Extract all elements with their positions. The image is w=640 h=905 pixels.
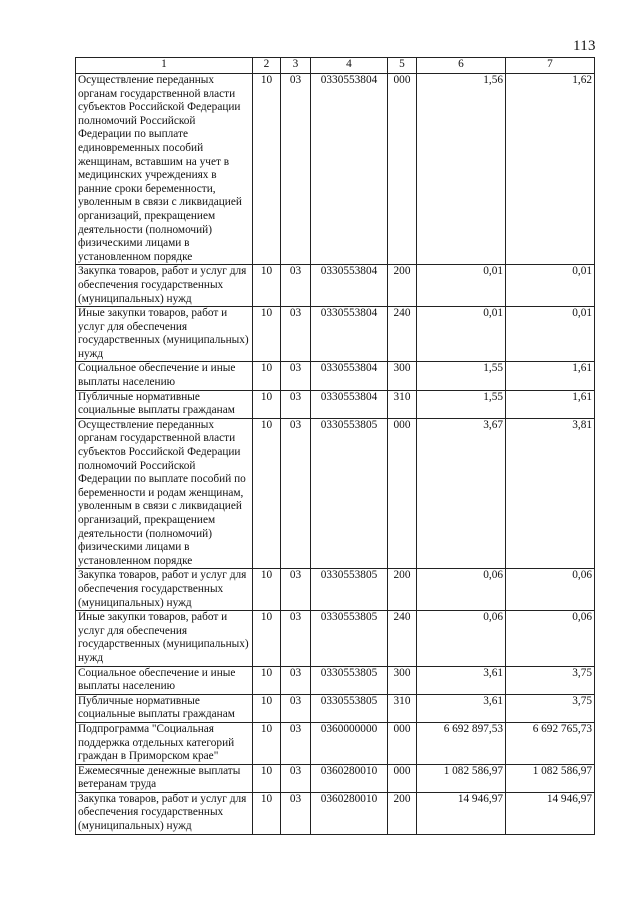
- amount-year-1-cell: 14 946,97: [417, 792, 506, 834]
- subsection-code-cell: 03: [281, 722, 311, 764]
- table-row: [76, 694, 595, 722]
- subsection-code-cell: 03: [281, 666, 311, 694]
- subsection-code-cell: 03: [281, 569, 311, 611]
- table-row: [76, 307, 595, 362]
- amount-year-2-cell: 3,75: [506, 694, 595, 722]
- target-article-code-cell: 0330553804: [311, 390, 388, 418]
- budget-table: [75, 57, 595, 835]
- subsection-code-cell: 03: [281, 418, 311, 569]
- subsection-code-cell: 03: [281, 611, 311, 666]
- amount-year-1-cell: 3,61: [417, 694, 506, 722]
- subsection-code-cell: 03: [281, 792, 311, 834]
- expense-type-code-cell: 000: [388, 74, 417, 265]
- column-header: 6: [417, 58, 506, 74]
- section-code-cell: 10: [253, 569, 281, 611]
- section-code-cell: 10: [253, 792, 281, 834]
- expense-type-code-cell: 310: [388, 694, 417, 722]
- expense-type-code-cell: 200: [388, 792, 417, 834]
- item-name-cell: Социальное обеспечение и иные выплаты населению: [76, 666, 253, 694]
- table-header-row: [76, 58, 595, 74]
- item-name-cell: Закупка товаров, работ и услуг для обеспечения государственных (муниципальных) нужд: [76, 569, 253, 611]
- amount-year-1-cell: 3,61: [417, 666, 506, 694]
- amount-year-2-cell: 1,61: [506, 390, 595, 418]
- table-row: [76, 418, 595, 569]
- subsection-code-cell: 03: [281, 74, 311, 265]
- table-row: [76, 764, 595, 792]
- table-row: [76, 390, 595, 418]
- expense-type-code-cell: 200: [388, 265, 417, 307]
- expense-type-code-cell: 000: [388, 418, 417, 569]
- item-name-cell: Социальное обеспечение и иные выплаты населению: [76, 362, 253, 390]
- amount-year-2-cell: 14 946,97: [506, 792, 595, 834]
- table-row: [76, 74, 595, 265]
- table-row: [76, 792, 595, 834]
- subsection-code-cell: 03: [281, 764, 311, 792]
- amount-year-2-cell: 0,06: [506, 569, 595, 611]
- section-code-cell: 10: [253, 362, 281, 390]
- item-name-cell: Закупка товаров, работ и услуг для обеспечения государственных (муниципальных) нужд: [76, 792, 253, 834]
- subsection-code-cell: 03: [281, 307, 311, 362]
- amount-year-1-cell: 1,55: [417, 390, 506, 418]
- amount-year-2-cell: 3,75: [506, 666, 595, 694]
- subsection-code-cell: 03: [281, 390, 311, 418]
- amount-year-2-cell: 0,01: [506, 307, 595, 362]
- amount-year-2-cell: 0,01: [506, 265, 595, 307]
- table-row: [76, 611, 595, 666]
- amount-year-2-cell: 1,61: [506, 362, 595, 390]
- expense-type-code-cell: 240: [388, 611, 417, 666]
- subsection-code-cell: 03: [281, 694, 311, 722]
- amount-year-1-cell: 6 692 897,53: [417, 722, 506, 764]
- item-name-cell: Закупка товаров, работ и услуг для обеспечения государственных (муниципальных) нужд: [76, 265, 253, 307]
- target-article-code-cell: 0330553804: [311, 362, 388, 390]
- amount-year-1-cell: 0,01: [417, 307, 506, 362]
- column-header: 7: [506, 58, 595, 74]
- expense-type-code-cell: 000: [388, 722, 417, 764]
- target-article-code-cell: 0330553804: [311, 74, 388, 265]
- table-row: [76, 722, 595, 764]
- column-header: 5: [388, 58, 417, 74]
- item-name-cell: Осуществление переданных органам государственной власти субъектов Российской Федерации полномочий Российской Федерации по выплате пособий по беременности и родам женщинам, уволенным в связи с ликвидацией организаций, прекращением деятельности (полномочий) физическими лицами в установленном порядке: [76, 418, 253, 569]
- expense-type-code-cell: 310: [388, 390, 417, 418]
- target-article-code-cell: 0360280010: [311, 764, 388, 792]
- page-number: 113: [573, 38, 596, 54]
- amount-year-1-cell: 3,67: [417, 418, 506, 569]
- subsection-code-cell: 03: [281, 362, 311, 390]
- target-article-code-cell: 0360000000: [311, 722, 388, 764]
- item-name-cell: Подпрограмма "Социальная поддержка отдельных категорий граждан в Приморском крае": [76, 722, 253, 764]
- expense-type-code-cell: 300: [388, 362, 417, 390]
- amount-year-1-cell: 0,06: [417, 611, 506, 666]
- section-code-cell: 10: [253, 390, 281, 418]
- section-code-cell: 10: [253, 722, 281, 764]
- column-header: 3: [281, 58, 311, 74]
- item-name-cell: Публичные нормативные социальные выплаты гражданам: [76, 390, 253, 418]
- section-code-cell: 10: [253, 764, 281, 792]
- item-name-cell: Публичные нормативные социальные выплаты гражданам: [76, 694, 253, 722]
- amount-year-2-cell: 1 082 586,97: [506, 764, 595, 792]
- table-row: [76, 666, 595, 694]
- target-article-code-cell: 0330553805: [311, 569, 388, 611]
- amount-year-1-cell: 1 082 586,97: [417, 764, 506, 792]
- expense-type-code-cell: 240: [388, 307, 417, 362]
- target-article-code-cell: 0330553805: [311, 418, 388, 569]
- expense-type-code-cell: 300: [388, 666, 417, 694]
- section-code-cell: 10: [253, 418, 281, 569]
- expense-type-code-cell: 000: [388, 764, 417, 792]
- table-row: [76, 362, 595, 390]
- target-article-code-cell: 0330553805: [311, 611, 388, 666]
- target-article-code-cell: 0330553804: [311, 307, 388, 362]
- section-code-cell: 10: [253, 265, 281, 307]
- expense-type-code-cell: 200: [388, 569, 417, 611]
- column-header: 4: [311, 58, 388, 74]
- column-header: 1: [76, 58, 253, 74]
- subsection-code-cell: 03: [281, 265, 311, 307]
- item-name-cell: Иные закупки товаров, работ и услуг для обеспечения государственных (муниципальных) нужд: [76, 611, 253, 666]
- table-row: [76, 569, 595, 611]
- target-article-code-cell: 0330553805: [311, 694, 388, 722]
- section-code-cell: 10: [253, 307, 281, 362]
- section-code-cell: 10: [253, 694, 281, 722]
- item-name-cell: Иные закупки товаров, работ и услуг для обеспечения государственных (муниципальных) нужд: [76, 307, 253, 362]
- target-article-code-cell: 0330553804: [311, 265, 388, 307]
- table-row: [76, 265, 595, 307]
- section-code-cell: 10: [253, 611, 281, 666]
- amount-year-1-cell: 1,56: [417, 74, 506, 265]
- item-name-cell: Осуществление переданных органам государственной власти субъектов Российской Федерации полномочий Российской Федерации по выплате единовременных пособий женщинам, вставшим на учет в медицинских учреждениях в ранние сроки беременности, уволенным в связи с ликвидацией организаций, прекращением деятельности (полномочий) физическими лицами в установленном порядке: [76, 74, 253, 265]
- amount-year-1-cell: 1,55: [417, 362, 506, 390]
- section-code-cell: 10: [253, 666, 281, 694]
- amount-year-2-cell: 6 692 765,73: [506, 722, 595, 764]
- column-header: 2: [253, 58, 281, 74]
- amount-year-2-cell: 3,81: [506, 418, 595, 569]
- amount-year-1-cell: 0,06: [417, 569, 506, 611]
- amount-year-1-cell: 0,01: [417, 265, 506, 307]
- amount-year-2-cell: 1,62: [506, 74, 595, 265]
- target-article-code-cell: 0360280010: [311, 792, 388, 834]
- amount-year-2-cell: 0,06: [506, 611, 595, 666]
- section-code-cell: 10: [253, 74, 281, 265]
- item-name-cell: Ежемесячные денежные выплаты ветеранам труда: [76, 764, 253, 792]
- target-article-code-cell: 0330553805: [311, 666, 388, 694]
